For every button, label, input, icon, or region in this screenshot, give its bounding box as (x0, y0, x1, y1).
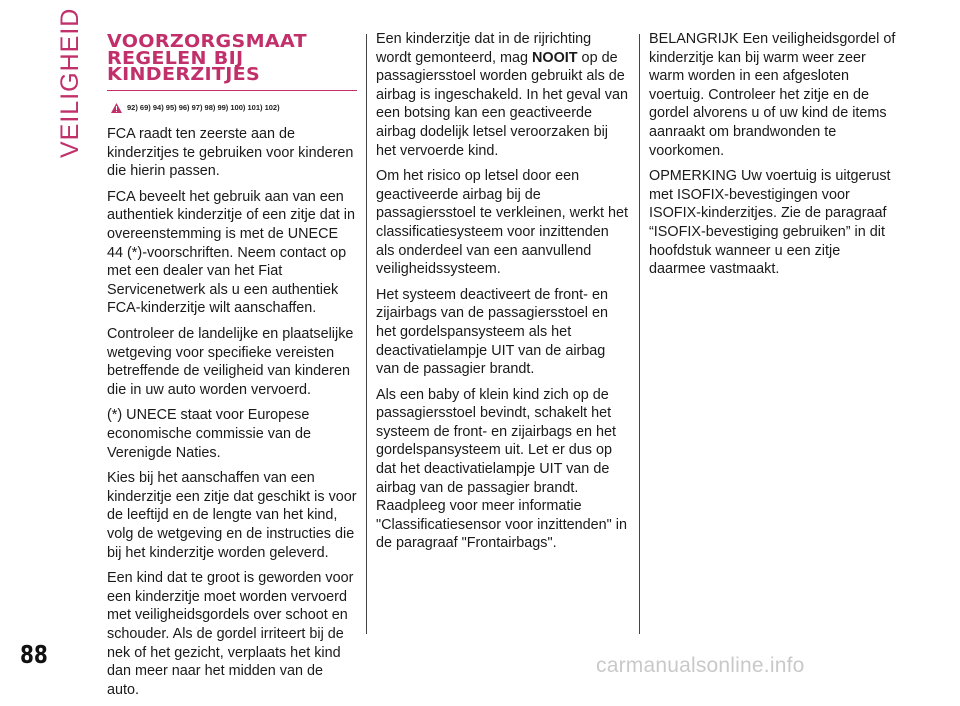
paragraph: BELANGRIJK Een veiligheidsgordel of kinderzitje kan bij warm weer zeer warm worden in een afgesloten voertuig. Controleer het zitje en de gordel alvorens u of uw kind de items aanraakt om brandwonden te voorkomen. (649, 31, 896, 159)
heading-underline (107, 90, 357, 91)
paragraph: Controleer de landelijke en plaatselijke wetgeving voor specifieke vereisten betreffende de veiligheid van kinderen die in uw auto worden vervoerd. (107, 326, 354, 398)
heading-line-2: REGELEN BIJ (107, 47, 244, 69)
paragraph: FCA beveelt het gebruik aan van een authentiek kinderzitje of een zitje dat in overeenstemming is met de UNECE 44 (*)-voorschriften. Neem contact op met een dealer van het Fiat Servicenetwerk als u een authentiek FCA-kinderzitje wilt aanschaffen. (107, 188, 355, 317)
column-3 (649, 30, 899, 286)
paragraph: (*) UNECE staat voor Europese economische commissie van de Verenigde Naties. (107, 407, 311, 461)
paragraph (376, 30, 630, 160)
watermark-text: carmanualsonline.info (596, 654, 805, 677)
page-heading (107, 31, 372, 85)
paragraph: Een kind dat te groot is geworden voor een kinderzitje moet worden vervoerd met veiligheidsgordels over schoot en schouder. Als de gordel irriteert bij de nek of het gezicht, verplaats het kind dan meer naar het midden van de auto. (107, 570, 354, 698)
text-run: op de passagiersstoel worden gebruikt als de airbag is ingeschakeld. In het geval van een botsing kan een geactiveerde airbag dodelijk letsel veroorzaken bij het vervoerde kind. (376, 49, 628, 159)
column-divider-1 (366, 34, 367, 634)
warning-triangle-icon (111, 103, 122, 113)
section-side-title: VEILIGHEID (56, 7, 84, 158)
paragraph: OPMERKING Uw voertuig is uitgerust met ISOFIX-bevestigingen voor ISOFIX-kinderzitjes. Zie de paragraaf “ISOFIX-bevestiging gebruiken” in dit hoofdstuk wanneer u een zitje daarmee vastmaakt. (649, 168, 891, 278)
heading-line-3: KINDERZITJES (107, 64, 261, 85)
column-divider-2 (639, 34, 640, 634)
emphasis-nooit: NOOIT (531, 49, 578, 66)
paragraph: Als een baby of klein kind zich op de passagiersstoel bevindt, schakelt het systeem de front- en zijairbags en het gordelspansysteem uit. Let er dus op dat het deactivatielampje UIT van de airbag van de passagier brandt. Raadpleeg voor meer informatie "Classificatiesensor voor inzittenden" in de paragraaf "Frontairbags". (376, 386, 627, 552)
heading-line-1: VOORZORGSMAAT (107, 31, 307, 52)
column-2 (376, 30, 630, 560)
column-1 (107, 31, 357, 706)
paragraph: Om het risico op letsel door een geactiveerde airbag bij de passagiersstoel te verkleinen, werkt het classificatiesysteem voor inzittenden als onderdeel van een aanvullend veiligheidssysteem. (376, 168, 628, 278)
warning-reference-numbers: 92) 69) 94) 95) 96) 97) 98) 99) 100) 101) 102) (127, 102, 280, 112)
text-run: Een kinderzitje dat in de rijrichting wordt gemonteerd, mag (376, 31, 592, 66)
page-number: 88 (20, 640, 48, 669)
paragraph: Het systeem deactiveert de front- en zijairbags van de passagiersstoel en het gordelspansysteem als het deactivatielampje UIT van de airbag van de passagier brandt. (376, 286, 608, 378)
paragraph: Kies bij het aanschaffen van een kinderzitje een zitje dat geschikt is voor de leeftijd en de lengte van het kind, volg de wetgeving en de instructies die bij het kinderzitje worden geleverd. (107, 470, 357, 561)
paragraph: FCA raadt ten zeerste aan de kinderzitjes te gebruiken voor kinderen die hierin passen. (107, 126, 354, 180)
warning-references (111, 99, 357, 118)
